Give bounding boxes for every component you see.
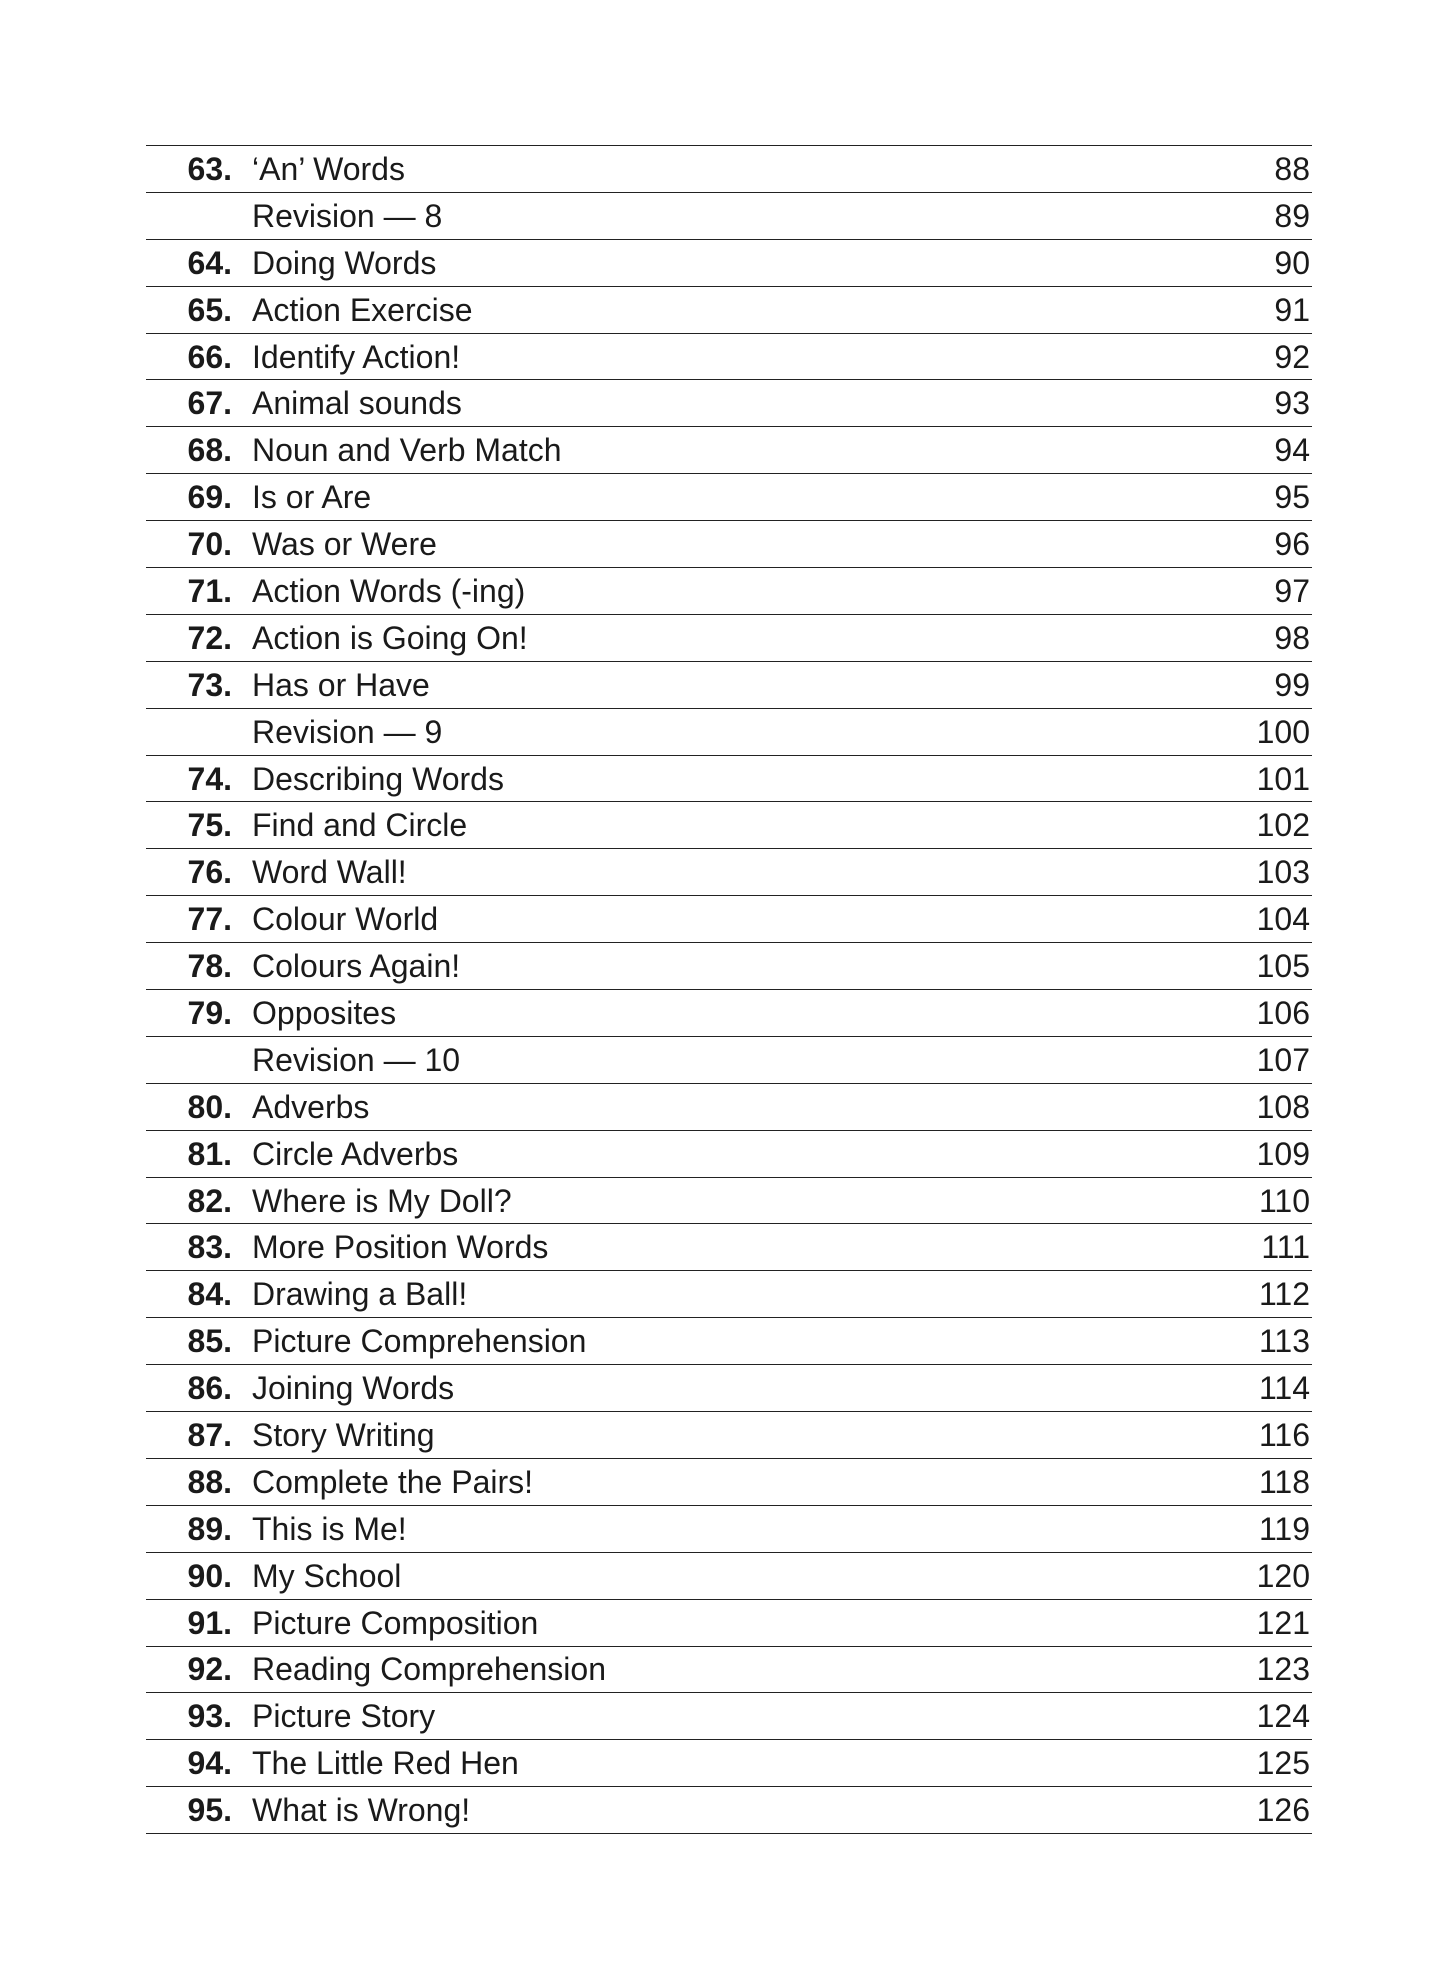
page-number: 91	[1274, 291, 1310, 328]
toc-row	[146, 1365, 1312, 1412]
page-number: 120	[1256, 1557, 1310, 1594]
page-number: 108	[1256, 1088, 1310, 1125]
toc-row	[146, 1224, 1312, 1271]
page-number: 110	[1258, 1182, 1310, 1219]
chapter-number: 78.	[187, 948, 232, 985]
chapter-title: Complete the Pairs!	[252, 1463, 534, 1500]
chapter-title: Action Words (-ing)	[252, 572, 526, 609]
chapter-number: 85.	[187, 1323, 232, 1360]
chapter-number: 72.	[187, 619, 232, 656]
chapter-number: 82.	[187, 1182, 232, 1219]
toc-row	[146, 709, 1312, 756]
chapter-title: Action Exercise	[252, 291, 473, 328]
page-number: 112	[1258, 1276, 1310, 1313]
toc-row	[146, 521, 1312, 568]
chapter-title: Animal sounds	[252, 385, 462, 422]
toc-row	[146, 193, 1312, 240]
chapter-number: 84.	[187, 1276, 232, 1313]
chapter-number: 65.	[187, 291, 232, 328]
chapter-number: 73.	[187, 666, 232, 703]
page-number: 126	[1256, 1792, 1310, 1829]
chapter-title: Revision — 9	[252, 713, 443, 750]
page-number: 123	[1256, 1651, 1310, 1688]
page-number: 109	[1256, 1135, 1310, 1172]
page-number: 105	[1256, 948, 1310, 985]
page-number: 113	[1258, 1323, 1310, 1360]
chapter-number: 90.	[187, 1557, 232, 1594]
chapter-title: Circle Adverbs	[252, 1135, 459, 1172]
chapter-title: Opposites	[252, 994, 397, 1031]
chapter-title: What is Wrong!	[252, 1792, 471, 1829]
toc-row	[146, 1600, 1312, 1647]
chapter-title: Describing Words	[252, 760, 504, 797]
toc-row	[146, 1693, 1312, 1740]
toc-row	[146, 474, 1312, 521]
toc-row	[146, 380, 1312, 427]
chapter-number: 81.	[187, 1135, 232, 1172]
chapter-number: 95.	[187, 1792, 232, 1829]
chapter-title: Story Writing	[252, 1416, 435, 1453]
chapter-title: Identify Action!	[252, 338, 461, 375]
toc-row	[146, 1271, 1312, 1318]
page-number: 94	[1274, 432, 1310, 469]
chapter-title: My School	[252, 1557, 402, 1594]
toc-row	[146, 896, 1312, 943]
page-number: 98	[1274, 619, 1310, 656]
page-number: 111	[1261, 1229, 1310, 1266]
toc-row	[146, 756, 1312, 803]
page-number: 104	[1256, 901, 1310, 938]
chapter-number: 91.	[187, 1604, 232, 1641]
chapter-title: Colour World	[252, 901, 439, 938]
toc-row	[146, 943, 1312, 990]
chapter-title: Adverbs	[252, 1088, 370, 1125]
toc-row	[146, 1084, 1312, 1131]
chapter-number: 68.	[187, 432, 232, 469]
chapter-title: Picture Story	[252, 1698, 436, 1735]
toc-row	[146, 1740, 1312, 1787]
chapter-number: 69.	[187, 479, 232, 516]
chapter-title: ‘An’ Words	[252, 150, 405, 187]
chapter-title: Where is My Doll?	[252, 1182, 512, 1219]
chapter-title: Joining Words	[252, 1370, 455, 1407]
chapter-title: More Position Words	[252, 1229, 549, 1266]
page-number: 116	[1258, 1416, 1310, 1453]
toc-row	[146, 146, 1312, 193]
chapter-number: 92.	[187, 1651, 232, 1688]
page-number: 107	[1256, 1041, 1310, 1078]
toc-row	[146, 334, 1312, 381]
chapter-title: The Little Red Hen	[252, 1745, 519, 1782]
toc-row	[146, 568, 1312, 615]
toc-row	[146, 287, 1312, 334]
toc-row	[146, 802, 1312, 849]
chapter-number: 70.	[187, 526, 232, 563]
toc-row	[146, 1647, 1312, 1694]
chapter-title: Doing Words	[252, 244, 437, 281]
page-number: 102	[1256, 807, 1310, 844]
chapter-number: 67.	[187, 385, 232, 422]
toc-row	[146, 990, 1312, 1037]
toc-row	[146, 1506, 1312, 1553]
chapter-title: Was or Were	[252, 526, 437, 563]
page-number: 95	[1274, 479, 1310, 516]
page-number: 89	[1274, 197, 1310, 234]
toc-row	[146, 1553, 1312, 1600]
chapter-number: 79.	[187, 994, 232, 1031]
chapter-title: Revision — 10	[252, 1041, 461, 1078]
chapter-number: 86.	[187, 1370, 232, 1407]
page-number: 96	[1274, 526, 1310, 563]
chapter-number: 66.	[187, 338, 232, 375]
chapter-number: 80.	[187, 1088, 232, 1125]
page-number: 124	[1256, 1698, 1310, 1735]
page-number: 119	[1258, 1510, 1310, 1547]
toc-row	[146, 1318, 1312, 1365]
toc-row	[146, 427, 1312, 474]
chapter-title: Picture Comprehension	[252, 1323, 587, 1360]
chapter-number: 93.	[187, 1698, 232, 1735]
chapter-title: Picture Composition	[252, 1604, 539, 1641]
chapter-number: 87.	[187, 1416, 232, 1453]
chapter-number: 83.	[187, 1229, 232, 1266]
chapter-number: 64.	[187, 244, 232, 281]
page-number: 99	[1274, 666, 1310, 703]
chapter-title: Drawing a Ball!	[252, 1276, 468, 1313]
page-number: 97	[1274, 572, 1310, 609]
chapter-title: This is Me!	[252, 1510, 407, 1547]
chapter-number: 63.	[187, 150, 232, 187]
page-number: 92	[1274, 338, 1310, 375]
toc-row	[146, 1178, 1312, 1225]
page-number: 88	[1274, 150, 1310, 187]
page-number: 90	[1274, 244, 1310, 281]
chapter-number: 76.	[187, 854, 232, 891]
page-number: 103	[1256, 854, 1310, 891]
toc-row	[146, 615, 1312, 662]
toc-row	[146, 849, 1312, 896]
chapter-number: 71.	[187, 572, 232, 609]
toc-row	[146, 1037, 1312, 1084]
toc-row	[146, 662, 1312, 709]
chapter-title: Reading Comprehension	[252, 1651, 606, 1688]
chapter-title: Find and Circle	[252, 807, 468, 844]
page-number: 101	[1256, 760, 1310, 797]
chapter-title: Word Wall!	[252, 854, 407, 891]
chapter-number: 89.	[187, 1510, 232, 1547]
toc-row	[146, 240, 1312, 287]
page-number: 125	[1256, 1745, 1310, 1782]
chapter-number: 77.	[187, 901, 232, 938]
chapter-title: Revision — 8	[252, 197, 443, 234]
chapter-number: 75.	[187, 807, 232, 844]
toc-row	[146, 1412, 1312, 1459]
page-number: 121	[1256, 1604, 1310, 1641]
page-number: 100	[1256, 713, 1310, 750]
chapter-title: Is or Are	[252, 479, 372, 516]
page-number: 114	[1258, 1370, 1310, 1407]
chapter-title: Action is Going On!	[252, 619, 528, 656]
chapter-title: Has or Have	[252, 666, 430, 703]
page-number: 106	[1256, 994, 1310, 1031]
table-of-contents	[146, 145, 1312, 1834]
chapter-number: 88.	[187, 1463, 232, 1500]
page-number: 118	[1258, 1463, 1310, 1500]
page-number: 93	[1274, 385, 1310, 422]
toc-row	[146, 1787, 1312, 1834]
chapter-number: 74.	[187, 760, 232, 797]
toc-row	[146, 1131, 1312, 1178]
chapter-number: 94.	[187, 1745, 232, 1782]
toc-row	[146, 1459, 1312, 1506]
chapter-title: Colours Again!	[252, 948, 461, 985]
chapter-title: Noun and Verb Match	[252, 432, 562, 469]
